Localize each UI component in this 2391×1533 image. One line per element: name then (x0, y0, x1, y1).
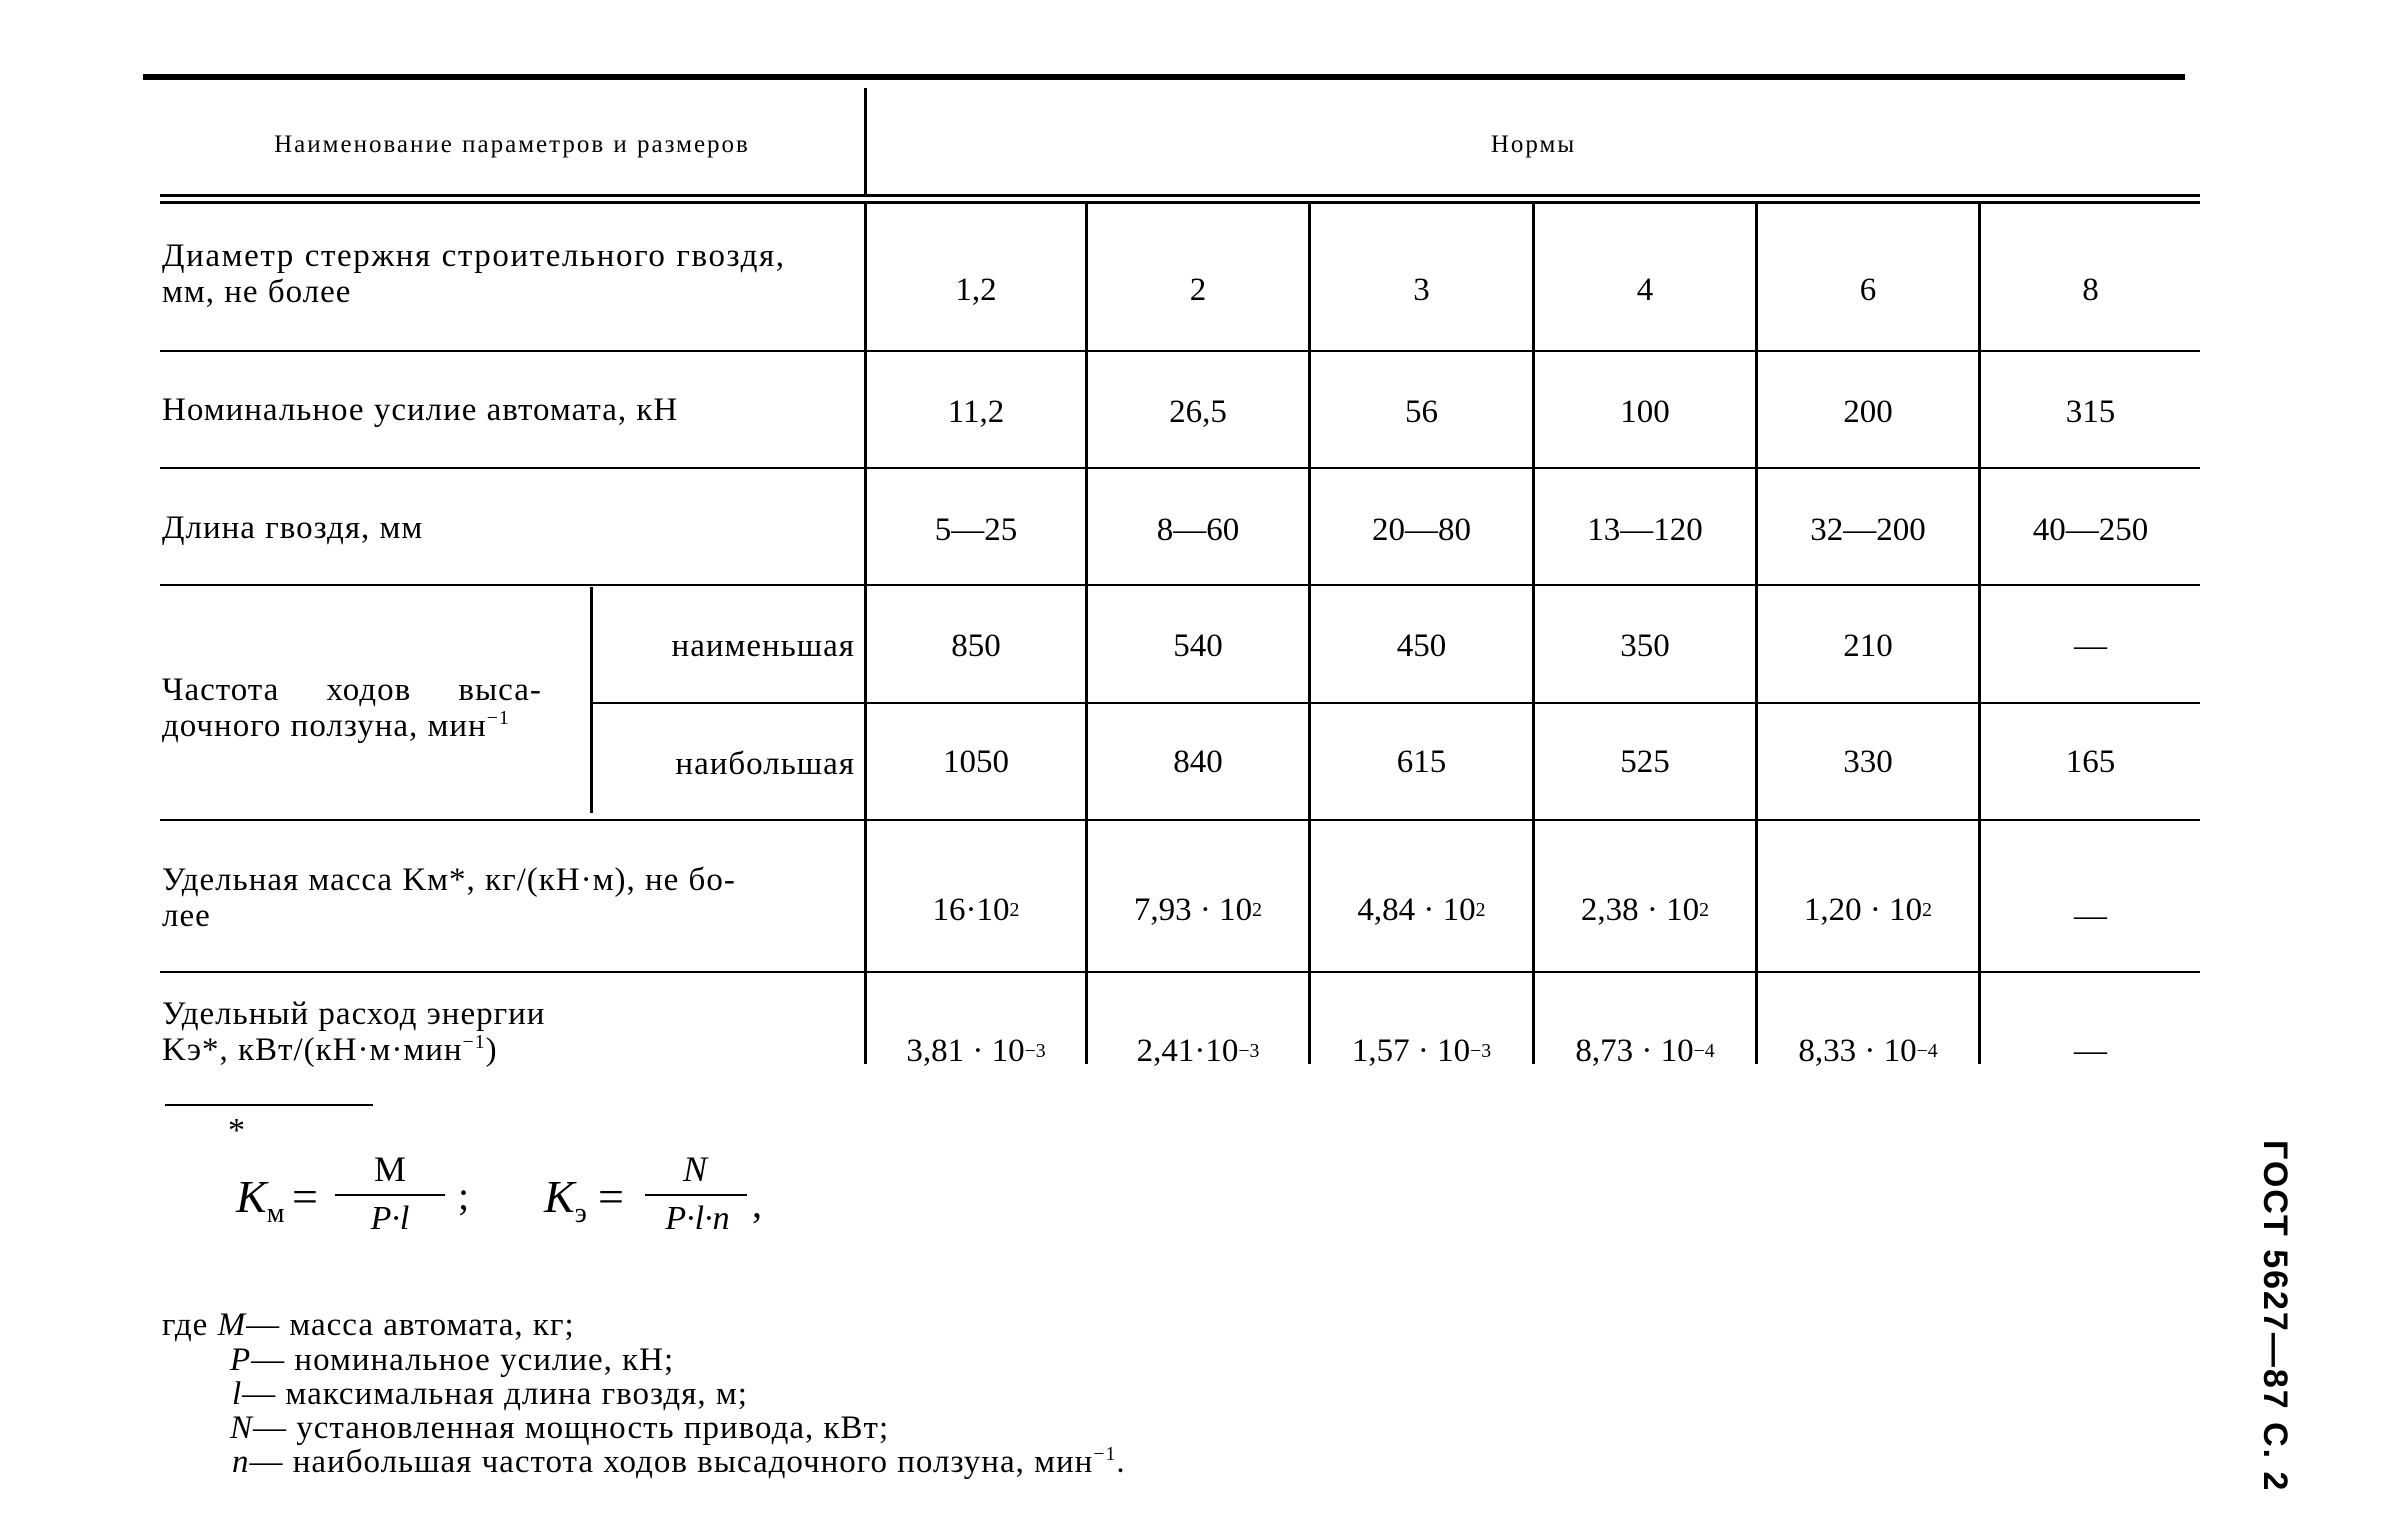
km-equals: = (292, 1171, 318, 1222)
value-base: 4,84 · 10 (1357, 891, 1476, 928)
cell-freq-max-5: 165 (2065, 743, 2116, 780)
cell-freq-min-0: 850 (951, 627, 1001, 664)
row-label-energy (162, 996, 862, 1068)
row-sep-5 (160, 971, 2200, 973)
label-line: Частота ходов выса- (162, 672, 542, 708)
ke-denominator: P·l·n (665, 1200, 730, 1237)
legend-item-n (232, 1444, 1126, 1480)
label-sup: −1 (486, 707, 510, 729)
cell-energy-3: 8,73 · 10 −4 (1575, 1032, 1715, 1069)
km-symbol (236, 1170, 285, 1229)
header-bottom-rule-1 (160, 194, 2200, 197)
cell-diameter-5: 8 (2082, 271, 2099, 308)
row-label-mass (162, 862, 862, 934)
row-sep-1 (160, 350, 2200, 352)
value-base: 16·10 (932, 891, 1010, 928)
cell-energy-5 (1981, 1016, 2200, 1086)
header-bottom-rule-2 (160, 201, 2200, 204)
ke-numerator: N (682, 1149, 707, 1189)
legend-text: — максимальная длина гвоздя, м; (242, 1376, 748, 1412)
cell-energy-1: 2,41·10 −3 (1136, 1032, 1260, 1069)
km-denominator: P·l (370, 1200, 410, 1237)
page-label: ГОСТ 5627—87 С. 2 (2256, 1140, 2294, 1493)
cell-force-5: 315 (2065, 393, 2116, 430)
label-end: ) (485, 1032, 498, 1068)
legend-text: — установленная мощность привода, кВт; (253, 1410, 890, 1446)
cell-force-0: 11,2 (947, 393, 1005, 430)
ke-letter: K (544, 1171, 575, 1222)
cell-freq-min-3: 350 (1620, 627, 1670, 664)
cell-freq-min-1: 540 (1173, 627, 1223, 664)
legend-symbol: l (232, 1376, 243, 1412)
cell-freq-min-4: 210 (1843, 627, 1893, 664)
formula-comma: , (752, 1181, 762, 1226)
row-sep-4 (160, 819, 2200, 821)
legend-symbol: M (217, 1307, 247, 1343)
label-line: Диаметр стержня строительного гвоздя, (162, 238, 786, 274)
value-base: 2,41·10 (1136, 1032, 1239, 1069)
cell-mass-0: 16·10 2 (932, 891, 1020, 928)
cell-diameter-2: 3 (1413, 271, 1430, 308)
label-line (162, 1032, 862, 1068)
cell-length-1: 8—60 (1156, 511, 1240, 548)
value-base: 2,38 · 10 (1580, 891, 1700, 928)
header-param-column: Наименование параметров и размеров (274, 131, 750, 158)
km-letter: K (236, 1171, 267, 1222)
cell-diameter-4: 6 (1859, 271, 1877, 308)
legend-sup: −1 (1093, 1443, 1117, 1465)
cell-energy-4: 8,33 · 10 −4 (1798, 1032, 1938, 1069)
cell-diameter-0: 1,2 (955, 271, 997, 308)
label-text: Kэ*, кВт/(кН·м·мин (162, 1032, 463, 1068)
legend-text: — масса автомата, кг; (246, 1307, 575, 1343)
cell-mass-5 (1981, 876, 2200, 956)
value-base: — (2074, 1032, 2107, 1069)
label-line: мм, не более (162, 274, 352, 310)
ke-fraction-bar (645, 1194, 747, 1196)
cell-force-1: 26,5 (1169, 393, 1227, 430)
formula-separator: ; (458, 1173, 470, 1218)
cell-freq-max-4: 330 (1843, 743, 1893, 780)
cell-freq-min-2: 450 (1396, 627, 1447, 664)
cell-energy-2: 1,57 · 10 −3 (1351, 1032, 1492, 1069)
cell-length-2: 20—80 (1372, 511, 1471, 548)
legend-end: . (1116, 1444, 1126, 1480)
cell-mass-4: 1,20 · 10 2 (1803, 891, 1933, 928)
cell-length-0: 5—25 (934, 511, 1018, 548)
cell-length-5: 40—250 (2032, 511, 2149, 548)
legend-symbol: n (232, 1444, 250, 1480)
row-label-force: Номинальное усилие автомата, кН (162, 392, 679, 428)
table-top-rule (143, 74, 2185, 80)
cell-length-4: 32—200 (1810, 511, 1926, 548)
km-numerator: M (373, 1149, 406, 1189)
label-line: Удельный расход энергии (162, 996, 546, 1032)
value-base: 1,57 · 10 (1351, 1032, 1471, 1069)
label-line: Удельная масса Kм*, кг/(кН·м), не бо- (162, 862, 736, 898)
cell-mass-3: 2,38 · 10 2 (1580, 891, 1710, 928)
legend-prefix: где (162, 1307, 218, 1343)
frequency-max-label: наибольшая (675, 746, 855, 782)
frequency-min-label: наименьшая (671, 628, 855, 664)
value-base: 8,33 · 10 (1798, 1032, 1917, 1069)
row-label-diameter (162, 238, 862, 310)
cell-diameter-3: 4 (1636, 271, 1654, 308)
label-line: лее (162, 898, 211, 934)
cell-freq-min-5: — (2074, 627, 2107, 664)
row-label-length: Длина гвоздя, мм (162, 510, 424, 546)
value-base: 7,93 · 10 (1133, 891, 1253, 928)
legend-text: — номинальное усилие, кН; (251, 1342, 675, 1378)
cell-mass-1: 7,93 · 10 2 (1133, 891, 1263, 928)
row-sep-2 (160, 467, 2200, 469)
header-norms-column: Нормы (1490, 131, 1577, 158)
value-base: 1,20 · 10 (1803, 891, 1923, 928)
legend-text: — наибольшая частота ходов высадочного ползуна, мин (249, 1444, 1094, 1480)
cell-force-3: 100 (1620, 393, 1670, 430)
legend-item-l (232, 1376, 748, 1412)
legend-symbol: N (230, 1410, 254, 1446)
legend-symbol: P (230, 1342, 252, 1378)
cell-mass-2: 4,84 · 10 2 (1357, 891, 1486, 928)
cell-force-2: 56 (1405, 393, 1438, 430)
row-sep-freq-inner (593, 702, 2200, 704)
ke-equals: = (598, 1171, 624, 1222)
cell-freq-max-2: 615 (1396, 743, 1447, 780)
legend-item-N (230, 1410, 889, 1446)
row-label-frequency (162, 672, 590, 744)
legend-item-M (162, 1307, 575, 1343)
cell-freq-max-0: 1050 (943, 743, 1009, 780)
label-line (162, 708, 590, 744)
value-base: — (2074, 897, 2107, 934)
legend-item-P (230, 1342, 674, 1378)
row-sep-3 (160, 584, 2200, 586)
ke-subscript: э (574, 1198, 587, 1229)
footnote-star: * (228, 1112, 245, 1149)
label-sup: −1 (462, 1031, 486, 1053)
cell-force-4: 200 (1843, 393, 1893, 430)
cell-energy-0: 3,81 · 10 −3 (906, 1032, 1046, 1069)
value-base: 3,81 · 10 (906, 1032, 1025, 1069)
label-text: дочного ползуна, мин (162, 708, 487, 744)
ke-symbol (544, 1170, 587, 1229)
cell-length-3: 13—120 (1587, 511, 1703, 548)
value-base: 8,73 · 10 (1575, 1032, 1694, 1069)
cell-diameter-1: 2 (1189, 271, 1207, 308)
cell-freq-max-1: 840 (1173, 743, 1223, 780)
km-fraction-bar (335, 1194, 445, 1196)
footnote-rule (165, 1104, 373, 1106)
cell-freq-max-3: 525 (1620, 743, 1670, 780)
km-subscript: м (266, 1198, 285, 1229)
